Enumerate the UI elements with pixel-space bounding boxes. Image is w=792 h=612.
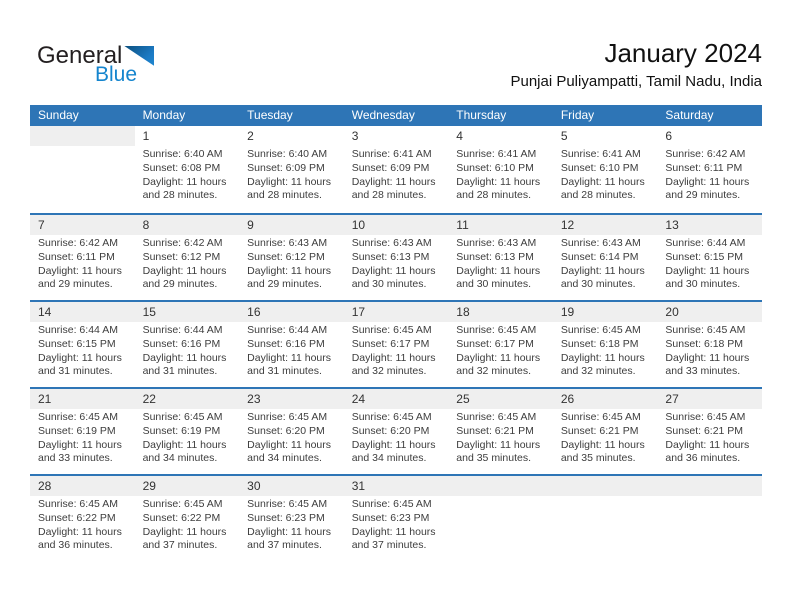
empty-day-cell: [30, 126, 135, 213]
day-number: 1: [135, 126, 240, 146]
day-cell: [553, 126, 658, 213]
daylight-line-1: Daylight: 11 hours: [247, 264, 331, 277]
day-cell: [344, 302, 449, 387]
sunset-line: Sunset: 6:12 PM: [247, 250, 325, 263]
day-number: 16: [239, 302, 344, 322]
daylight-line-2: and 32 minutes.: [456, 365, 531, 378]
day-number: 13: [657, 215, 762, 235]
sun-times: [657, 409, 762, 466]
page-title: January 2024: [604, 38, 762, 68]
day-cell: [30, 476, 135, 562]
sun-times: [30, 322, 135, 379]
sun-times: [344, 322, 449, 379]
sun-times: [239, 322, 344, 379]
sunset-line: Sunset: 6:16 PM: [247, 337, 325, 350]
daylight-line-2: and 30 minutes.: [560, 278, 636, 291]
sun-times: [448, 146, 553, 203]
day-number: 18: [448, 302, 553, 322]
week-row: [30, 387, 762, 474]
sun-times: [239, 146, 344, 203]
daylight-line-2: and 30 minutes.: [665, 278, 741, 291]
sunset-line: Sunset: 6:10 PM: [456, 161, 534, 174]
daylight-line-2: and 32 minutes.: [351, 365, 427, 378]
day-cell: [657, 126, 762, 213]
daylight-line-1: Daylight: 11 hours: [142, 264, 227, 277]
daylight-line-2: and 29 minutes.: [142, 278, 218, 291]
sunset-line: Sunset: 6:13 PM: [351, 250, 430, 263]
sunrise-line: Sunrise: 6:45 AM: [456, 411, 537, 423]
daylight-line-2: and 34 minutes.: [351, 452, 427, 465]
day-cell: [344, 126, 449, 213]
day-cell: [239, 389, 344, 474]
daylight-line-2: and 31 minutes.: [247, 365, 322, 378]
sun-times: [448, 322, 553, 379]
daylight-line-2: and 29 minutes.: [38, 278, 113, 291]
day-number: 30: [239, 476, 344, 496]
daylight-line-1: Daylight: 11 hours: [456, 351, 541, 364]
daylight-line-1: Daylight: 11 hours: [351, 525, 436, 538]
daylight-line-1: Daylight: 11 hours: [247, 438, 331, 451]
sunset-line: Sunset: 6:12 PM: [142, 250, 221, 263]
day-cell: [657, 389, 762, 474]
day-number: [657, 476, 762, 496]
logo-text-general: General: [37, 42, 123, 69]
sunrise-line: Sunrise: 6:42 AM: [38, 237, 118, 249]
day-number: 20: [657, 302, 762, 322]
day-cell: [344, 215, 449, 300]
daylight-line-1: Daylight: 11 hours: [665, 438, 750, 451]
sunset-line: Sunset: 6:11 PM: [665, 161, 743, 174]
sun-times: [553, 322, 658, 379]
daylight-line-1: Daylight: 11 hours: [560, 351, 645, 364]
week-row: [30, 474, 762, 562]
sun-times: [657, 146, 762, 203]
day-cell: [553, 215, 658, 300]
sunrise-line: Sunrise: 6:44 AM: [247, 324, 328, 336]
daylight-line-2: and 34 minutes.: [142, 452, 218, 465]
day-cell: [239, 302, 344, 387]
sun-times: [553, 146, 658, 203]
daylight-line-2: and 37 minutes.: [247, 539, 322, 552]
sunset-line: Sunset: 6:17 PM: [456, 337, 534, 350]
sun-times: [344, 496, 449, 553]
sun-times: [448, 235, 553, 292]
day-cell: [135, 476, 240, 562]
sunset-line: Sunset: 6:11 PM: [38, 250, 115, 263]
weekday-header-sunday: Sunday: [38, 108, 79, 122]
day-number: [30, 126, 135, 146]
daylight-line-1: Daylight: 11 hours: [665, 264, 750, 277]
day-cell: [30, 302, 135, 387]
day-cell: [448, 302, 553, 387]
daylight-line-1: Daylight: 11 hours: [38, 438, 122, 451]
sunrise-line: Sunrise: 6:45 AM: [665, 324, 746, 336]
sun-times: [448, 409, 553, 466]
sun-times: [30, 496, 135, 553]
daylight-line-2: and 35 minutes.: [456, 452, 531, 465]
sun-times: [135, 496, 240, 553]
week-row: [30, 126, 762, 213]
daylight-line-2: and 31 minutes.: [38, 365, 113, 378]
daylight-line-1: Daylight: 11 hours: [665, 351, 750, 364]
sun-times: [657, 235, 762, 292]
day-cell: [448, 126, 553, 213]
daylight-line-2: and 33 minutes.: [38, 452, 113, 465]
weekday-header-monday: Monday: [142, 108, 186, 122]
sunrise-line: Sunrise: 6:41 AM: [456, 148, 537, 160]
daylight-line-1: Daylight: 11 hours: [142, 175, 227, 188]
daylight-line-2: and 29 minutes.: [665, 189, 741, 202]
daylight-line-2: and 36 minutes.: [665, 452, 741, 465]
daylight-line-2: and 32 minutes.: [560, 365, 636, 378]
sunrise-line: Sunrise: 6:44 AM: [38, 324, 118, 336]
sunset-line: Sunset: 6:08 PM: [142, 161, 221, 174]
daylight-line-1: Daylight: 11 hours: [247, 351, 331, 364]
daylight-line-1: Daylight: 11 hours: [247, 525, 331, 538]
empty-day-cell: [448, 476, 553, 562]
day-cell: [30, 215, 135, 300]
sunrise-line: Sunrise: 6:45 AM: [351, 324, 432, 336]
sunrise-line: Sunrise: 6:45 AM: [142, 411, 223, 423]
day-number: 15: [135, 302, 240, 322]
daylight-line-1: Daylight: 11 hours: [351, 351, 436, 364]
calendar: [30, 105, 762, 562]
daylight-line-1: Daylight: 11 hours: [665, 175, 750, 188]
sun-times: [30, 409, 135, 466]
day-number: 21: [30, 389, 135, 409]
daylight-line-2: and 30 minutes.: [456, 278, 531, 291]
sun-times: [239, 409, 344, 466]
sun-times: [135, 235, 240, 292]
daylight-line-1: Daylight: 11 hours: [560, 438, 645, 451]
daylight-line-1: Daylight: 11 hours: [456, 175, 541, 188]
sun-times: [553, 235, 658, 292]
sun-times: [30, 235, 135, 292]
day-number: 22: [135, 389, 240, 409]
sunrise-line: Sunrise: 6:44 AM: [665, 237, 746, 249]
sun-times: [553, 409, 658, 466]
sunset-line: Sunset: 6:09 PM: [247, 161, 325, 174]
sunrise-line: Sunrise: 6:41 AM: [351, 148, 432, 160]
day-cell: [239, 215, 344, 300]
sunrise-line: Sunrise: 6:42 AM: [665, 148, 746, 160]
day-cell: [553, 389, 658, 474]
day-number: 27: [657, 389, 762, 409]
daylight-line-2: and 36 minutes.: [38, 539, 113, 552]
daylight-line-2: and 37 minutes.: [142, 539, 218, 552]
daylight-line-2: and 37 minutes.: [351, 539, 427, 552]
sunset-line: Sunset: 6:21 PM: [456, 424, 534, 437]
week-row: [30, 300, 762, 387]
sunrise-line: Sunrise: 6:45 AM: [247, 498, 328, 510]
daylight-line-2: and 28 minutes.: [351, 189, 427, 202]
day-cell: [239, 126, 344, 213]
sunrise-line: Sunrise: 6:45 AM: [456, 324, 537, 336]
day-cell: [344, 476, 449, 562]
sun-times: [239, 496, 344, 553]
daylight-line-2: and 33 minutes.: [665, 365, 741, 378]
sunrise-line: Sunrise: 6:43 AM: [560, 237, 641, 249]
sunrise-line: Sunrise: 6:45 AM: [351, 411, 432, 423]
sunrise-line: Sunrise: 6:40 AM: [247, 148, 328, 160]
sun-times: [344, 146, 449, 203]
day-cell: [135, 126, 240, 213]
sunset-line: Sunset: 6:23 PM: [247, 511, 325, 524]
daylight-line-2: and 35 minutes.: [560, 452, 636, 465]
sunset-line: Sunset: 6:18 PM: [560, 337, 639, 350]
day-cell: [135, 302, 240, 387]
day-number: 5: [553, 126, 658, 146]
day-number: 19: [553, 302, 658, 322]
page-subtitle: Punjai Puliyampatti, Tamil Nadu, India: [510, 73, 762, 90]
weekday-header-row: [30, 105, 762, 126]
day-cell: [657, 302, 762, 387]
day-number: 17: [344, 302, 449, 322]
sunset-line: Sunset: 6:21 PM: [560, 424, 639, 437]
sunset-line: Sunset: 6:19 PM: [38, 424, 116, 437]
daylight-line-1: Daylight: 11 hours: [142, 351, 227, 364]
daylight-line-1: Daylight: 11 hours: [38, 525, 122, 538]
daylight-line-1: Daylight: 11 hours: [456, 438, 541, 451]
day-number: 4: [448, 126, 553, 146]
sunrise-line: Sunrise: 6:45 AM: [38, 498, 118, 510]
sunset-line: Sunset: 6:15 PM: [665, 250, 744, 263]
sunset-line: Sunset: 6:19 PM: [142, 424, 221, 437]
weekday-header-thursday: Thursday: [456, 108, 507, 122]
daylight-line-1: Daylight: 11 hours: [38, 264, 122, 277]
calendar-weeks: [30, 126, 762, 562]
day-cell: [448, 215, 553, 300]
sunrise-line: Sunrise: 6:40 AM: [142, 148, 223, 160]
sun-times: [135, 322, 240, 379]
day-cell: [135, 215, 240, 300]
day-number: 31: [344, 476, 449, 496]
day-number: 12: [553, 215, 658, 235]
sunrise-line: Sunrise: 6:45 AM: [351, 498, 432, 510]
sunset-line: Sunset: 6:20 PM: [351, 424, 430, 437]
sunset-line: Sunset: 6:21 PM: [665, 424, 744, 437]
empty-day-cell: [553, 476, 658, 562]
week-row: [30, 213, 762, 300]
day-cell: [344, 389, 449, 474]
day-number: 10: [344, 215, 449, 235]
sunset-line: Sunset: 6:18 PM: [665, 337, 744, 350]
day-cell: [657, 215, 762, 300]
sunrise-line: Sunrise: 6:43 AM: [456, 237, 537, 249]
sunset-line: Sunset: 6:16 PM: [142, 337, 221, 350]
day-number: 24: [344, 389, 449, 409]
weekday-header-tuesday: Tuesday: [247, 108, 293, 122]
sun-times: [135, 409, 240, 466]
daylight-line-1: Daylight: 11 hours: [456, 264, 541, 277]
day-cell: [239, 476, 344, 562]
day-number: 11: [448, 215, 553, 235]
sun-times: [344, 235, 449, 292]
day-number: 8: [135, 215, 240, 235]
daylight-line-2: and 28 minutes.: [247, 189, 322, 202]
day-number: 23: [239, 389, 344, 409]
sunrise-line: Sunrise: 6:45 AM: [247, 411, 328, 423]
daylight-line-2: and 28 minutes.: [456, 189, 531, 202]
daylight-line-1: Daylight: 11 hours: [38, 351, 122, 364]
sunset-line: Sunset: 6:22 PM: [142, 511, 221, 524]
logo-text-blue: Blue: [95, 63, 138, 86]
sunset-line: Sunset: 6:09 PM: [351, 161, 430, 174]
day-number: 25: [448, 389, 553, 409]
sun-times: [657, 322, 762, 379]
daylight-line-1: Daylight: 11 hours: [560, 264, 645, 277]
general-blue-logo: [37, 44, 177, 96]
day-number: 14: [30, 302, 135, 322]
day-cell: [448, 389, 553, 474]
sunrise-line: Sunrise: 6:43 AM: [247, 237, 328, 249]
daylight-line-1: Daylight: 11 hours: [351, 264, 436, 277]
sunset-line: Sunset: 6:10 PM: [560, 161, 639, 174]
day-number: 3: [344, 126, 449, 146]
day-number: [553, 476, 658, 496]
empty-day-cell: [657, 476, 762, 562]
daylight-line-1: Daylight: 11 hours: [142, 438, 227, 451]
day-cell: [135, 389, 240, 474]
sun-times: [135, 146, 240, 203]
sunset-line: Sunset: 6:23 PM: [351, 511, 430, 524]
daylight-line-1: Daylight: 11 hours: [351, 438, 436, 451]
sunrise-line: Sunrise: 6:44 AM: [142, 324, 223, 336]
sunset-line: Sunset: 6:14 PM: [560, 250, 639, 263]
sunset-line: Sunset: 6:22 PM: [38, 511, 116, 524]
daylight-line-2: and 31 minutes.: [142, 365, 218, 378]
sun-times: [239, 235, 344, 292]
weekday-header-friday: Friday: [560, 108, 595, 122]
day-number: 26: [553, 389, 658, 409]
daylight-line-2: and 29 minutes.: [247, 278, 322, 291]
daylight-line-1: Daylight: 11 hours: [560, 175, 645, 188]
page-header: [30, 0, 762, 103]
daylight-line-1: Daylight: 11 hours: [351, 175, 436, 188]
sunrise-line: Sunrise: 6:45 AM: [665, 411, 746, 423]
day-cell: [553, 302, 658, 387]
sunset-line: Sunset: 6:15 PM: [38, 337, 116, 350]
sunrise-line: Sunrise: 6:45 AM: [560, 324, 641, 336]
daylight-line-2: and 28 minutes.: [142, 189, 218, 202]
weekday-header-wednesday: Wednesday: [351, 108, 415, 122]
daylight-line-1: Daylight: 11 hours: [247, 175, 331, 188]
day-number: 6: [657, 126, 762, 146]
sunset-line: Sunset: 6:20 PM: [247, 424, 325, 437]
sunrise-line: Sunrise: 6:45 AM: [142, 498, 223, 510]
sun-times: [344, 409, 449, 466]
sunrise-line: Sunrise: 6:42 AM: [142, 237, 223, 249]
daylight-line-2: and 28 minutes.: [560, 189, 636, 202]
sunrise-line: Sunrise: 6:43 AM: [351, 237, 432, 249]
weekday-header-saturday: Saturday: [665, 108, 714, 122]
sunrise-line: Sunrise: 6:41 AM: [560, 148, 641, 160]
sunrise-line: Sunrise: 6:45 AM: [560, 411, 641, 423]
daylight-line-2: and 34 minutes.: [247, 452, 322, 465]
day-number: 2: [239, 126, 344, 146]
sunrise-line: Sunrise: 6:45 AM: [38, 411, 118, 423]
sunset-line: Sunset: 6:17 PM: [351, 337, 430, 350]
daylight-line-2: and 30 minutes.: [351, 278, 427, 291]
daylight-line-1: Daylight: 11 hours: [142, 525, 227, 538]
day-number: 9: [239, 215, 344, 235]
day-number: 28: [30, 476, 135, 496]
day-number: 29: [135, 476, 240, 496]
day-number: [448, 476, 553, 496]
day-cell: [30, 389, 135, 474]
day-number: 7: [30, 215, 135, 235]
sunset-line: Sunset: 6:13 PM: [456, 250, 534, 263]
